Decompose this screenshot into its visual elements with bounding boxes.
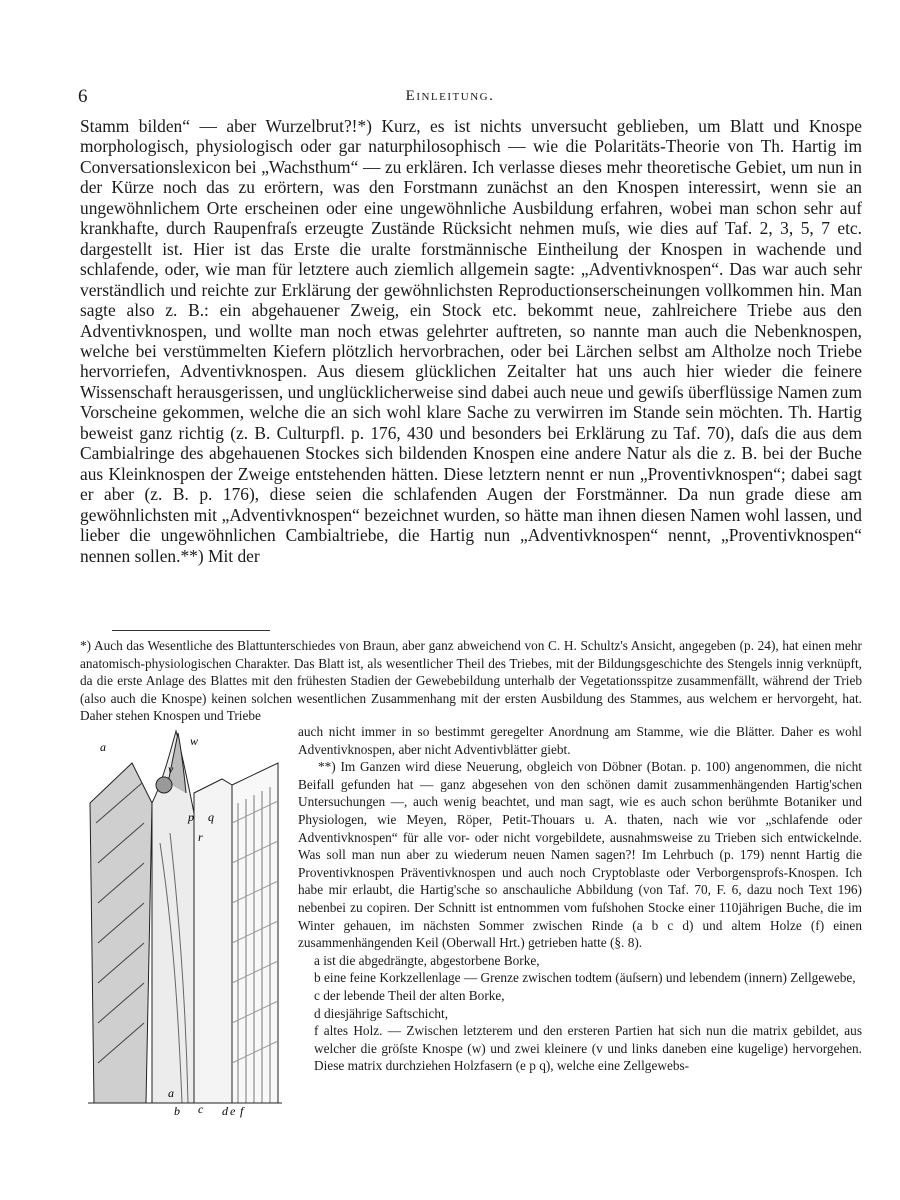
page-number: 6 <box>78 86 88 107</box>
botanical-figure <box>82 723 292 1119</box>
legend-item-f: f altes Holz. — Zwischen letzterem und den ersteren Partien hat sich nun die matrix gebildet, aus welcher die gröſste Knospe (w) und zwei kleinere (v und links daneben eine kugelige) hervorgehen. Diese matrix durchziehen Holzfasern (e p q), welche eine Zellgewebs- <box>314 1023 862 1074</box>
fig-label-v: v <box>168 762 174 776</box>
fig-label-a: a <box>100 740 106 754</box>
footnote-2: **) Im Ganzen wird diese Neuerung, obgleich von Döbner (Botan. p. 100) angenommen, die nicht Beifall gefunden hat — ganz abgesehen von den schönen damit zusammenhängenden Hartig'schen Untersuchungen —, auch wenig beachtet, und man sagt, wie es auch schon berühmte Botaniker und Physiologen, wie Meyen, Röper, Petit-Thouars u. A. thaten, nach wie vor „schlafende oder Adventivknospen“ für alle vor- oder nicht vorgebildete, ausnahmsweise zu Trieben sich entwickelnde. Was soll man nun aber zu wiederum neuen Namen sagen?! Im Lehrbuch (p. 179) nennt Hartig die Proventivknospen Präventivknospen und auch noch Cryptoblaste oder Verborgensprofs-Knospen. Ich habe mir erlaubt, die Hartig'sche so anschauliche Abbildung (von Taf. 70, F. 6, dazu noch Text 196) nebenbei zu copiren. Der Schnitt ist entnommen vom fuſshohen Stocke einer 110jährigen Buche, die im Winter gehauen, im nächsten Sommer zwischen Rinde (a b c d) und altem Holze (f) einen zusammenhängenden Keil (Oberwall Hrt.) getrieben hatte (§. 8). <box>298 759 862 951</box>
footnote-1-continued: auch nicht immer in so bestimmt geregelter Anordnung am Stamme, wie die Blätter. Daher es wohl Adventivknospen, aber nicht Adventivblätter giebt. <box>298 724 862 757</box>
fig-label-a-bottom: a <box>168 1086 174 1100</box>
fig-label-b: b <box>174 1104 180 1118</box>
fig-label-p: p <box>188 810 194 824</box>
fig-label-w: w <box>190 734 199 748</box>
fig-label-q: q <box>208 810 214 824</box>
footnote-column <box>298 723 862 1075</box>
footnote-rule <box>112 630 270 631</box>
running-head: Einleitung. <box>405 88 495 104</box>
fig-label-e: e <box>230 1104 236 1118</box>
legend-item-c: c der lebende Theil der alten Borke, <box>314 987 505 1003</box>
legend-item-a: a ist die abgedrängte, abgestorbene Borke, <box>314 952 540 968</box>
bud-section-drawing <box>82 723 292 1119</box>
fig-label-d: d <box>222 1104 228 1118</box>
main-text: Stamm bilden“ — aber Wurzelbrut?!*) Kurz, es ist nichts unversucht geblieben, um Blatt und Knospe morphologisch, physiologisch oder gar naturphilosophisch — wie die Polaritäts-Theorie von Th. Hartig im Conversationslexicon bei „Wachsthum“ — zu erklären. Ich verlasse dieses mehr theoretische Gebiet, um nun in der Kürze noch das zu erörtern, was den Forstmann zunächst an den Knospen interessirt, wenn sie an ungewöhnlichem Orte erscheinen oder eine ungewöhnliche Ausbildung erfahren, wobei man schon sehr auf krankhafte, durch Raupenfraſs erzeugte Zustände Rücksicht nehmen muſs, wie dies auf Taf. 2, 3, 5, 7 etc. dargestellt ist. Hier ist das Erste die uralte forstmännische Eintheilung der Knospen in wachende und schlafende, oder, wie man für letztere auch ziemlich allgemein sagte: „Adventivknospen“. Das war auch sehr verständlich und reichte zur Erklärung der gewöhnlichsten Reproductionserscheinungen vollkommen hin. Man sagte also z. B.: ein abgehauener Zweig, ein Stock etc. bekommt neue, zahlreichere Triebe aus den Adventivknospen, und wollte man noch etwas gelehrter auftreten, so nannte man auch die Nebenknospen, welche bei verstümmelten Kiefern plötzlich hervorbrachen, oder bei Lärchen selbst am Altholze noch Triebe hervorriefen, Adventivknospen. Aus diesem glücklichen Zeitalter hat uns auch hier wieder die feinere Wissenschaft herausgerissen, und unglücklicherweise sind dabei auch neue und gewiſs überflüssige Namen zum Vorscheine gekommen, welche die an sich wohl klare Sache zu verwirren im Stande sein möchten. Th. Hartig beweist ganz richtig (z. B. Culturpfl. p. 176, 430 und besonders bei Erklärung zu Taf. 70), daſs die aus dem Cambialringe des abgehauenen Stockes sich bildenden Knospen eine andere Natur als die z. B. bei der Buche aus Kleinknospen der Zweige entstehenden hätten. Diese letztern nennt er nun „Proventivknospen“; dabei sagt er aber (z. B. p. 176), diese seien die schlafenden Augen der Forstmänner. Da nun grade diese am gewöhnlichsten mit „Adventivknospen“ bezeichnet wurden, so hätte man ihnen diesen Namen wohl lassen, und lieber die ungewöhnlichen Cambialtriebe, die Hartig nun „Adventivknospen“ nennt, „Proventivknospen“ nennen sollen.**) Mit der <box>80 116 862 566</box>
legend-item-d: d diesjährige Saftschicht, <box>314 1005 449 1021</box>
legend-item-b: b eine feine Korkzellenlage — Grenze zwischen todtem (äuſsern) und lebendem (innern) Zellgewebe, <box>314 970 856 986</box>
footnote-1: *) Auch das Wesentliche des Blattunterschiedes von Braun, aber ganz abweichend von C. H. Schultz's Ansicht, angegeben (p. 24), hat einen mehr anatomisch-physiologischen Charakter. Das Blatt ist, als wesentlicher Theil des Triebes, mit der Bildungsgeschichte des Stengels innig verknüpft, da die erste Anlage des Blattes mit den frühesten Stadien der Gewebebildung unterhalb der Vegetationsspitze zusammenfällt, während der Trieb (also auch die Knospe) keinen solchen wesentlichen Zusammenhang mit der ersten Ausbildung des Stammes, aus welchem er hervorgeht, hat. Daher stehen Knospen und Triebe <box>80 638 862 724</box>
fig-label-r: r <box>198 830 203 844</box>
fig-label-f: f <box>240 1104 244 1118</box>
fig-label-c: c <box>198 1102 204 1116</box>
